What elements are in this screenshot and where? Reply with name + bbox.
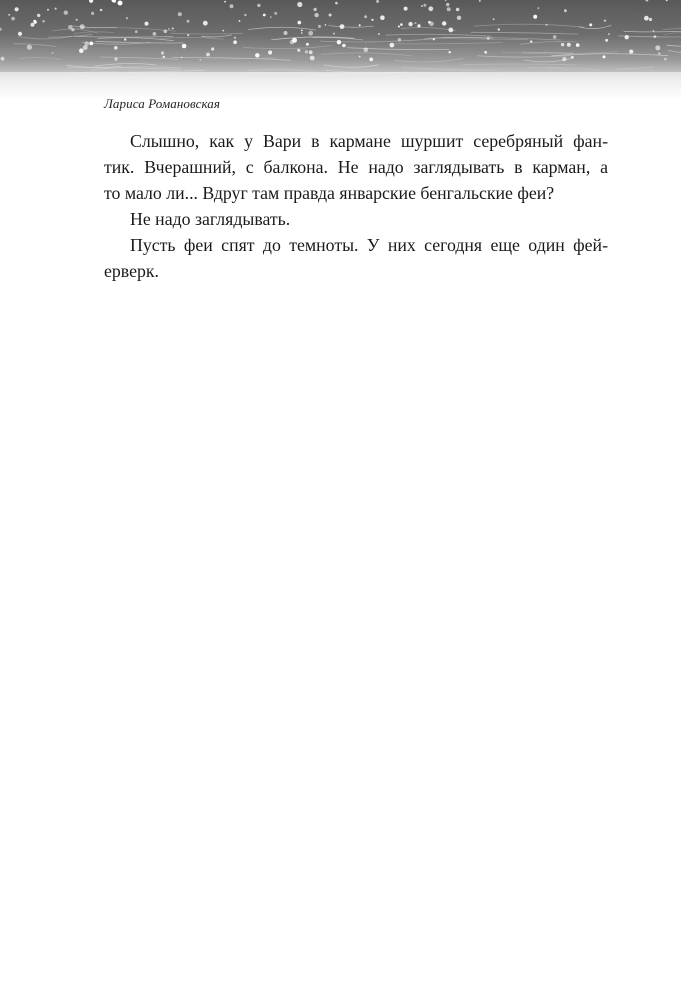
snow-dot <box>318 25 321 28</box>
snow-dot <box>553 35 557 39</box>
snow-dot <box>268 50 272 54</box>
snow-dot <box>310 56 315 61</box>
snow-dot <box>244 14 246 16</box>
snow-dot <box>314 13 318 17</box>
snow-dot <box>181 57 183 59</box>
snow-dot <box>301 30 303 32</box>
snow-dot <box>421 5 423 7</box>
snow-dot <box>257 4 260 7</box>
snow-dot <box>135 30 138 33</box>
snow-dot <box>649 18 652 21</box>
snow-dot <box>172 27 174 29</box>
snow-dot <box>301 32 303 34</box>
snow-dot <box>187 20 190 23</box>
snow-dot <box>625 35 629 39</box>
snow-dot <box>233 40 237 44</box>
snow-dot <box>605 39 608 42</box>
snow-dot <box>153 32 157 36</box>
snow-dot <box>89 42 93 46</box>
snow-dot <box>145 22 149 26</box>
snow-dot <box>84 41 89 46</box>
snow-dot <box>653 30 655 32</box>
snow-dot <box>571 56 574 59</box>
snow-dot <box>211 47 214 50</box>
snow-dot <box>203 21 208 26</box>
snow-dot <box>182 44 187 49</box>
snow-dot <box>404 7 408 11</box>
text-line: Не надо заглядывать. <box>130 209 291 229</box>
snow-dot <box>33 20 36 23</box>
snow-dot <box>114 58 117 61</box>
snow-dot <box>114 46 118 50</box>
snow-dot <box>629 50 633 54</box>
snow-dot <box>644 16 649 21</box>
snow-dot <box>333 33 335 35</box>
text-line: тик. Вчерашний, с балкона. Не надо заглядывать в карман, а <box>104 157 608 177</box>
snow-dot <box>359 24 361 26</box>
snow-dot <box>561 43 564 46</box>
snow-dot <box>342 44 346 48</box>
snow-dot <box>163 56 165 58</box>
snow-dot <box>364 15 367 18</box>
snow-dot <box>308 31 313 36</box>
snow-dot <box>274 12 277 15</box>
snow-dot <box>11 17 15 21</box>
snow-dot <box>369 58 373 62</box>
snow-dot <box>447 7 451 11</box>
snow-dot <box>325 24 327 26</box>
snow-dot <box>234 37 236 39</box>
snow-dot <box>31 23 35 27</box>
snow-dot <box>187 34 189 36</box>
snow-dot <box>168 28 170 30</box>
snow-dot <box>337 40 341 44</box>
snow-dot <box>309 50 313 54</box>
snow-dot <box>284 31 288 35</box>
snow-dot <box>498 28 500 30</box>
snow-dot <box>398 26 400 28</box>
snow-dot <box>118 1 123 6</box>
snow-dot <box>376 0 379 3</box>
snow-dot <box>415 22 417 24</box>
snow-dot <box>449 51 451 53</box>
snow-dot <box>42 20 44 22</box>
snow-dot <box>364 48 369 53</box>
snow-dot <box>589 23 592 26</box>
snow-dot <box>371 19 373 21</box>
snow-dot <box>313 8 316 11</box>
snow-dot <box>305 50 308 53</box>
snow-dot <box>428 6 433 11</box>
snow-dot <box>340 24 345 29</box>
snow-dot <box>290 40 294 44</box>
text-line: Слышно, как у Вари в кармане шуршит серебряный фан- <box>130 131 608 151</box>
text-line: ерверк. <box>104 261 159 281</box>
snow-dot <box>91 12 94 15</box>
snow-dot <box>576 43 580 47</box>
snow-dot <box>448 28 453 33</box>
snowy-texture-illustration <box>0 0 681 100</box>
snow-dot <box>604 20 606 22</box>
snow-dot <box>100 9 103 12</box>
snow-dot <box>161 51 164 54</box>
snow-dot <box>263 14 266 17</box>
text-line: Пусть феи спят до темноты. У них сегодня еще один фей- <box>130 235 608 255</box>
snow-dot <box>200 59 202 61</box>
snow-dot <box>533 15 537 19</box>
snow-dot <box>68 25 72 29</box>
snow-dot <box>222 30 224 32</box>
snow-dot <box>608 33 610 35</box>
snow-dot <box>457 16 461 20</box>
snow-dot <box>306 43 309 46</box>
snow-dot <box>255 53 259 57</box>
body-text <box>104 128 608 284</box>
snow-dot <box>64 11 68 15</box>
snow-dot <box>224 1 226 3</box>
snow-dot <box>8 14 10 16</box>
snow-dot <box>562 57 566 61</box>
snow-dot <box>400 23 403 26</box>
snow-dot <box>484 51 487 54</box>
snow-dot <box>664 58 667 61</box>
snow-dot <box>530 40 532 42</box>
snow-dot <box>654 35 657 38</box>
snow-dot <box>603 55 606 58</box>
snow-dot <box>47 9 49 11</box>
snow-dot <box>456 8 460 12</box>
snow-dot <box>230 4 234 8</box>
snow-dot <box>76 19 78 21</box>
snow-dot <box>442 21 446 25</box>
snow-dot <box>79 48 84 53</box>
snow-dot <box>52 52 54 54</box>
snow-dot <box>359 56 361 58</box>
snow-dot <box>297 2 302 7</box>
snow-dot <box>655 45 660 50</box>
snow-dot <box>206 53 210 57</box>
snow-dot <box>429 22 434 27</box>
snow-dot <box>329 14 332 17</box>
snow-dot <box>546 24 548 26</box>
snow-dot <box>487 37 490 40</box>
snow-dot <box>80 24 85 29</box>
snow-dot <box>567 43 571 47</box>
snow-dot <box>297 49 300 52</box>
snow-dot <box>15 7 19 11</box>
snow-dot <box>126 17 128 19</box>
snow-dot <box>493 18 495 20</box>
snow-dot <box>433 38 435 40</box>
snow-dot <box>164 30 168 34</box>
snow-dot <box>27 45 32 50</box>
snow-dot <box>124 38 126 40</box>
snow-dot <box>270 16 272 18</box>
snow-dot <box>178 12 182 16</box>
snow-dot <box>37 14 40 17</box>
snow-dot <box>408 22 412 26</box>
snow-dot <box>380 15 385 20</box>
snow-dot <box>423 4 426 7</box>
snow-dot <box>1 57 5 61</box>
text-line: то мало ли... Вдруг там правда январские бенгальские феи? <box>104 183 555 203</box>
snow-dot <box>658 52 660 54</box>
snow-dot <box>398 38 401 41</box>
decorative-header-band <box>0 0 681 100</box>
snow-dot <box>378 33 380 35</box>
running-head-author: Лариса Романовская <box>104 96 221 111</box>
snow-dot <box>55 8 57 10</box>
snow-dot <box>537 7 539 9</box>
snow-dot <box>18 32 22 36</box>
snow-dot <box>390 43 395 48</box>
snow-dot <box>417 24 420 27</box>
snow-dot <box>446 3 449 6</box>
snow-dot <box>239 20 241 22</box>
snow-dot <box>564 9 567 12</box>
snow-dot <box>298 21 302 25</box>
snow-dot <box>335 2 338 5</box>
